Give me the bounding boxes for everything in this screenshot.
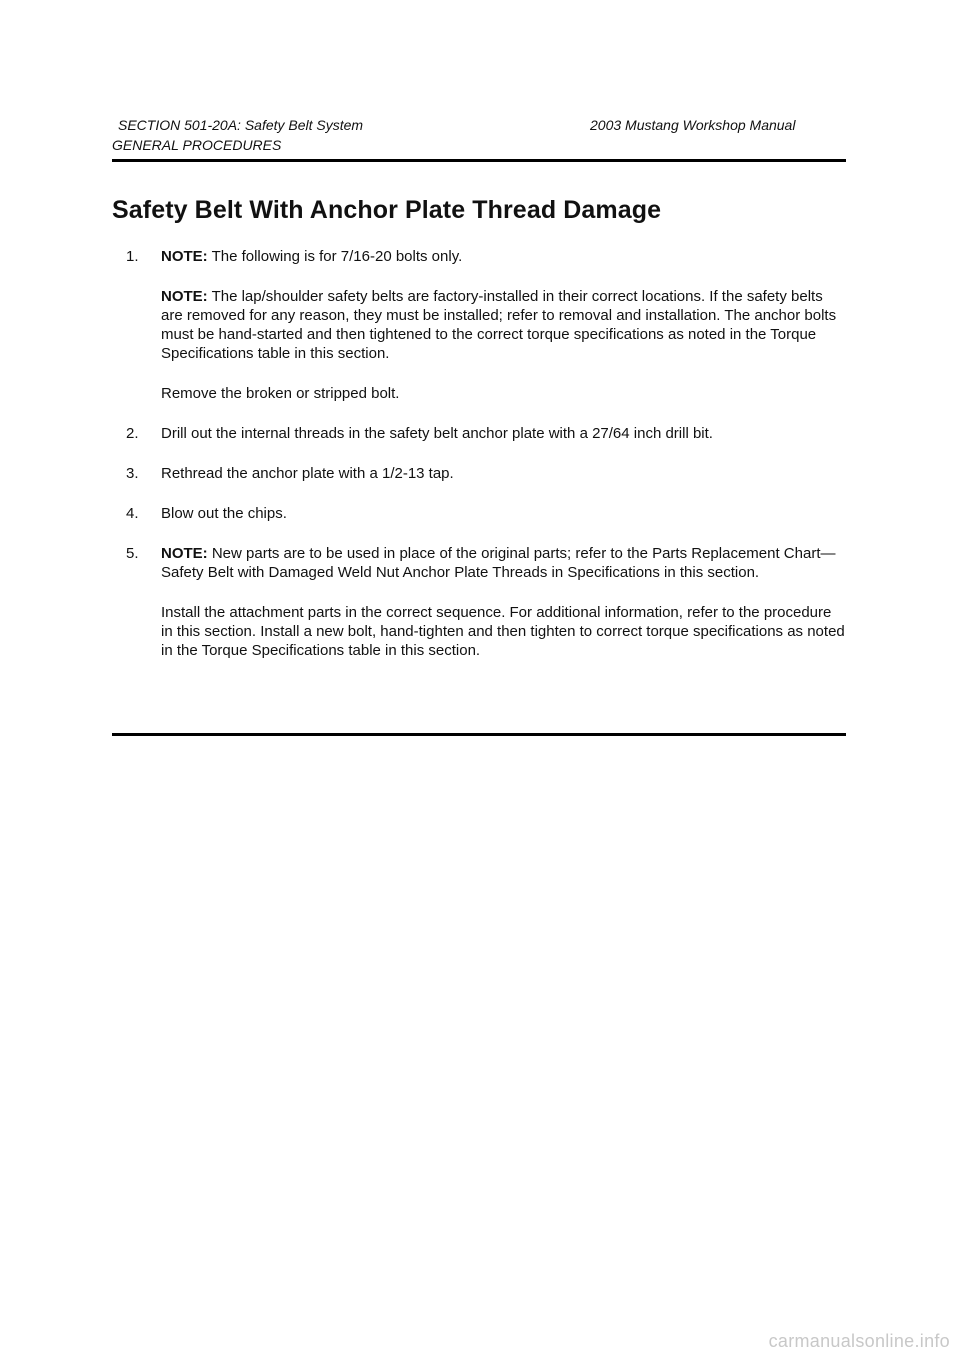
step-text: Install the attachment parts in the correct sequence. For additional information, refer to the procedure in this section. Install a new bolt, hand-tighten and then tighten to correct torque specifications as noted in the Torque Specifications table in this section.: [161, 604, 845, 659]
step-paragraph: [161, 287, 846, 363]
note-label: NOTE:: [161, 248, 208, 265]
step-number: 5.: [126, 545, 139, 562]
step-text: Drill out the internal threads in the safety belt anchor plate with a 27/64 inch drill bit.: [161, 425, 713, 442]
step-paragraph: [161, 424, 846, 443]
watermark: carmanualsonline.info: [768, 1331, 950, 1351]
step-text: Rethread the anchor plate with a 1/2-13 tap.: [161, 465, 454, 482]
page-title: Safety Belt With Anchor Plate Thread Damage: [112, 196, 662, 224]
step-paragraph: [161, 544, 846, 582]
procedure-step: [126, 504, 846, 523]
section-title: SECTION 501-20A: Safety Belt System: [118, 117, 364, 133]
header-row: [112, 116, 846, 135]
step-paragraph: [161, 464, 846, 483]
step-text: The lap/shoulder safety belts are factory-installed in their correct locations. If the safety belts are removed for any reason, they must be installed; refer to removal and installation. The anchor bolts must be hand-started and then tightened to the correct torque specifications as noted in the Torque Specifications table in this section.: [161, 288, 837, 362]
step-paragraph: [161, 384, 846, 403]
step-text: Remove the broken or stripped bolt.: [161, 385, 400, 402]
step-number: 4.: [126, 505, 139, 522]
page-header: [112, 116, 846, 153]
footer-divider: [112, 733, 846, 736]
step-number: 1.: [126, 248, 139, 265]
procedure-step: [126, 464, 846, 483]
step-text: Blow out the chips.: [161, 505, 287, 522]
step-number: 2.: [126, 425, 139, 442]
header-divider: [112, 159, 846, 162]
step-paragraph: [161, 603, 846, 660]
procedure-steps: [126, 247, 846, 681]
procedure-step: [126, 544, 846, 660]
subsection-title: GENERAL PROCEDURES: [112, 137, 282, 153]
step-text: The following is for 7/16-20 bolts only.: [207, 248, 463, 265]
step-number: 3.: [126, 465, 139, 482]
procedure-step: [126, 424, 846, 443]
note-label: NOTE:: [161, 288, 208, 305]
manual-title: 2003 Mustang Workshop Manual: [590, 117, 796, 133]
note-label: NOTE:: [161, 545, 208, 562]
step-text: New parts are to be used in place of the original parts; refer to the Parts Replacement Chart—Safety Belt with Damaged Weld Nut Anchor Plate Threads in Specifications in this section.: [161, 545, 836, 581]
step-paragraph: [161, 247, 846, 266]
step-paragraph: [161, 504, 846, 523]
procedure-step: [126, 247, 846, 403]
